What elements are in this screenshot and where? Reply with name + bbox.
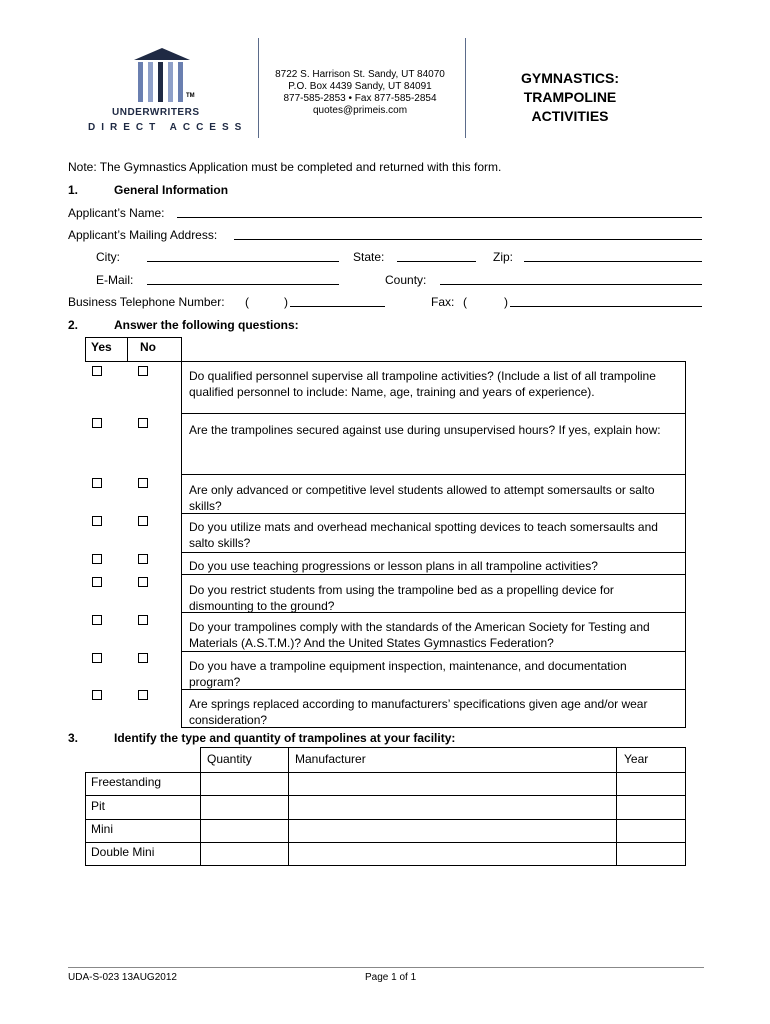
questions-box-left-rule: [181, 361, 182, 728]
column-header-year: Year: [624, 752, 649, 766]
row-label-pit: Pit: [91, 799, 106, 813]
zip-field[interactable]: [524, 261, 702, 262]
q4-text: Do you utilize mats and overhead mechanical spotting devices to teach somersaults and salto skills?: [189, 520, 658, 550]
q3-text: Are only advanced or competitive level students allowed to attempt somersaults or salto skills?: [189, 483, 655, 513]
header-divider-right: [465, 38, 466, 138]
title-line: ACTIVITIES: [531, 108, 609, 124]
no-column-header: No: [140, 340, 156, 354]
mailing-address-label: Applicant’s Mailing Address:: [68, 228, 218, 242]
table-right-rule: [685, 747, 686, 865]
yesno-header-left-rule: [85, 337, 86, 361]
table-row-rule: [85, 842, 686, 843]
fax-open-paren: (: [463, 295, 467, 309]
section3-number: 3.: [68, 731, 79, 745]
q5-text: Do you use teaching progressions or lesson plans in all trampoline activities?: [189, 559, 598, 573]
column-header-quantity: Quantity: [207, 752, 252, 766]
phone-close-paren: ): [284, 295, 288, 309]
q1-no-checkbox[interactable]: [138, 366, 148, 376]
q7-text: Do your trampolines comply with the standards of the American Society for Testing and Materials (A.S.T.M.)? And the United States Gymnastics Federation?: [189, 620, 650, 650]
building-columns-icon: [82, 46, 242, 106]
header-divider-left: [258, 38, 259, 138]
q3-yes-checkbox[interactable]: [92, 478, 102, 488]
title-line: GYMNASTICS:: [521, 70, 619, 86]
section1-number: 1.: [68, 183, 79, 197]
question-divider: [181, 413, 686, 414]
address-line: P.O. Box 4439 Sandy, UT 84091: [288, 81, 432, 92]
fax-label: Fax:: [431, 295, 455, 309]
page-number: Page 1 of 1: [365, 972, 417, 983]
address-line: 8722 S. Harrison St. Sandy, UT 84070: [275, 69, 445, 80]
questions-box-right-rule: [685, 361, 686, 728]
q6-yes-checkbox[interactable]: [92, 577, 102, 587]
q5-yes-checkbox[interactable]: [92, 554, 102, 564]
business-phone-field[interactable]: [290, 306, 385, 307]
trademark-mark: TM: [186, 93, 195, 99]
address-line: 877-585-2853 • Fax 877-585-2854: [283, 93, 437, 104]
phone-open-paren: (: [245, 295, 249, 309]
q2-no-checkbox[interactable]: [138, 418, 148, 428]
business-phone-label: Business Telephone Number:: [68, 295, 225, 309]
table-row-rule: [85, 819, 686, 820]
table-col-rule: [200, 747, 201, 865]
section1-title: General Information: [114, 183, 229, 197]
yes-column-header: Yes: [91, 340, 112, 354]
table-col-rule: [288, 747, 289, 865]
q4-yes-checkbox[interactable]: [92, 516, 102, 526]
q7-yes-checkbox[interactable]: [92, 615, 102, 625]
q6-text: Do you restrict students from using the trampoline bed as a propelling device for dismounting to the ground?: [189, 583, 614, 613]
table-col-rule: [616, 747, 617, 865]
q9-text: Are springs replaced according to manufacturers’ specifications given age and/or wear consideration?: [189, 697, 648, 727]
logo-wordmark-underwriters: UNDERWRITERS: [112, 107, 200, 118]
city-label: City:: [96, 250, 120, 264]
applicant-name-label: Applicant’s Name:: [68, 206, 165, 220]
mailing-address-field[interactable]: [234, 239, 702, 240]
q1-text: Do qualified personnel supervise all trampoline activities? (Include a list of all trampoline qualified personnel to include: Name, age, training and years of experience).: [189, 369, 656, 399]
q9-no-checkbox[interactable]: [138, 690, 148, 700]
footer-rule: [68, 967, 704, 968]
fax-field[interactable]: [510, 306, 702, 307]
q4-no-checkbox[interactable]: [138, 516, 148, 526]
email-field[interactable]: [147, 284, 339, 285]
q1-yes-checkbox[interactable]: [92, 366, 102, 376]
state-label: State:: [353, 250, 385, 264]
q5-no-checkbox[interactable]: [138, 554, 148, 564]
q8-text: Do you have a trampoline equipment inspection, maintenance, and documentation program?: [189, 659, 627, 689]
table-row-rule: [85, 795, 686, 796]
company-address: [262, 69, 458, 117]
q9-yes-checkbox[interactable]: [92, 690, 102, 700]
question-divider: [181, 552, 686, 553]
state-field[interactable]: [397, 261, 476, 262]
row-label-mini: Mini: [91, 822, 114, 836]
table-bottom-rule: [85, 865, 686, 866]
q6-no-checkbox[interactable]: [138, 577, 148, 587]
address-email: quotes@primeis.com: [312, 105, 408, 116]
city-field[interactable]: [147, 261, 339, 262]
q8-yes-checkbox[interactable]: [92, 653, 102, 663]
question-divider: [181, 474, 686, 475]
logo-wordmark-direct-access: DIRECT ACCESS: [88, 122, 248, 133]
column-header-manufacturer: Manufacturer: [295, 752, 366, 766]
yesno-header-bottom-rule: [85, 361, 181, 362]
title-line: TRAMPOLINE: [523, 89, 617, 105]
applicant-name-field[interactable]: [177, 217, 702, 218]
q2-yes-checkbox[interactable]: [92, 418, 102, 428]
row-label-double-mini: Double Mini: [91, 845, 155, 859]
form-note: Note: The Gymnastics Application must be completed and returned with this form.: [68, 160, 502, 174]
q7-no-checkbox[interactable]: [138, 615, 148, 625]
fax-close-paren: ): [504, 295, 508, 309]
yesno-header-top-rule: [85, 337, 181, 338]
questions-box-top-rule: [181, 361, 686, 362]
table-header-rule: [85, 772, 686, 773]
county-label: County:: [385, 273, 427, 287]
table-top-rule: [200, 747, 686, 748]
q3-no-checkbox[interactable]: [138, 478, 148, 488]
section2-title: Answer the following questions:: [114, 318, 299, 332]
row-label-freestanding: Freestanding: [91, 775, 162, 789]
question-divider: [181, 651, 686, 652]
county-field[interactable]: [440, 284, 702, 285]
q2-text: Are the trampolines secured against use during unsupervised hours? If yes, explain how:: [189, 423, 661, 437]
q8-no-checkbox[interactable]: [138, 653, 148, 663]
table-left-rule: [85, 772, 86, 865]
section3-title: Identify the type and quantity of trampolines at your facility:: [114, 731, 456, 745]
section2-number: 2.: [68, 318, 79, 332]
email-label: E-Mail:: [96, 273, 134, 287]
zip-label: Zip:: [493, 250, 514, 264]
yesno-header-mid-rule: [127, 337, 128, 361]
yesno-header-right-rule: [181, 337, 182, 361]
form-code: UDA-S-023 13AUG2012: [68, 972, 177, 983]
form-title: [480, 69, 660, 126]
